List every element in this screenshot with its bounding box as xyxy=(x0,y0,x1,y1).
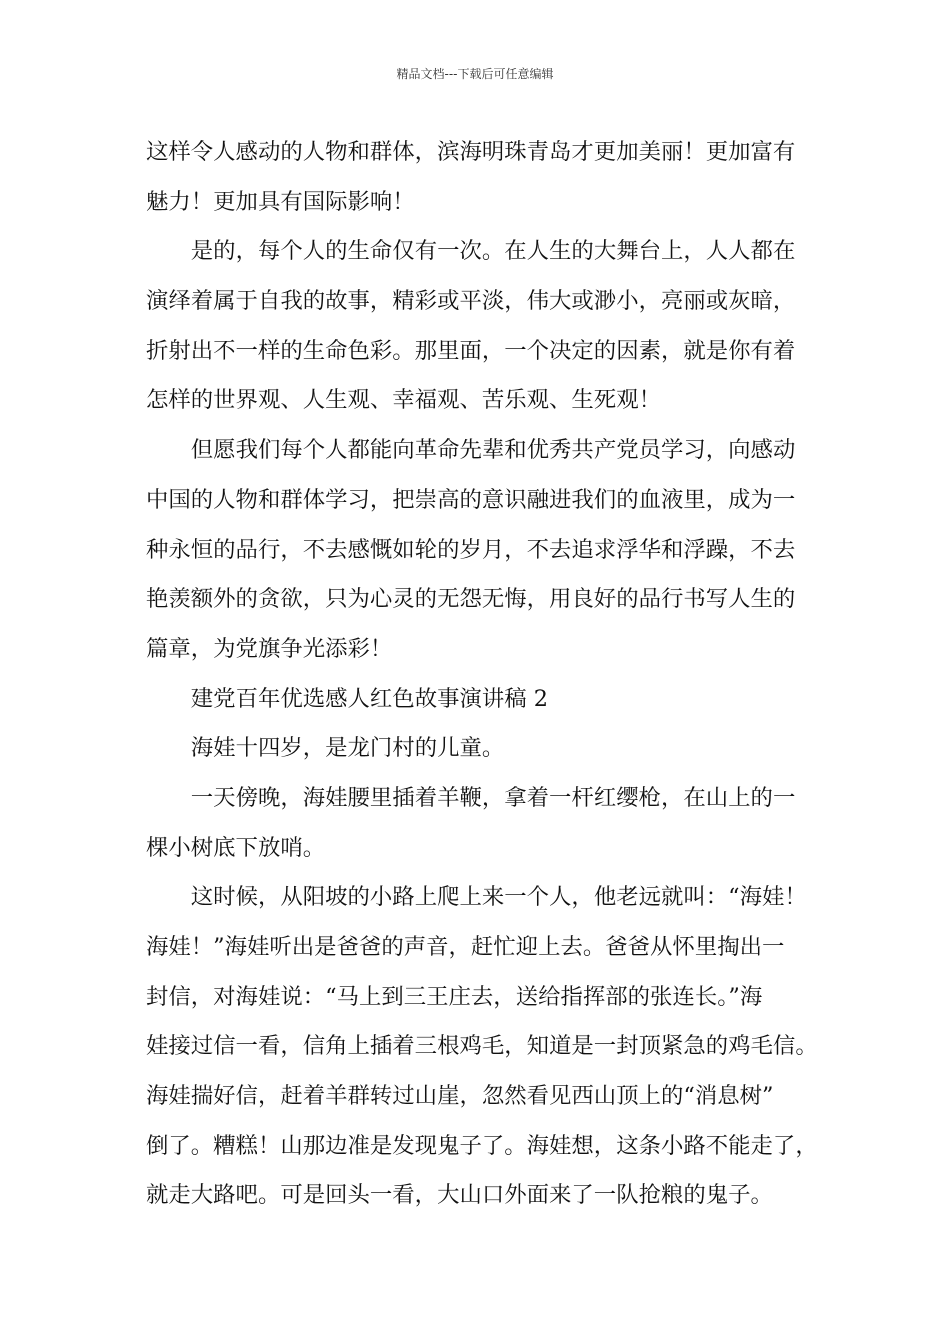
paragraph-start-line: 海娃十四岁，是龙门村的儿童。 xyxy=(190,735,505,762)
text-line: 艳羡额外的贪欲，只为心灵的无怨无悔，用良好的品行书写人生的 xyxy=(146,586,796,613)
text-line: 就走大路吧。可是回头一看，大山口外面来了一队抢粮的鬼子。 xyxy=(146,1182,773,1209)
paragraph-start-line: 一天傍晚，海娃腰里插着羊鞭，拿着一杆红缨枪，在山上的一 xyxy=(190,784,796,811)
text-line: 这样令人感动的人物和群体，滨海明珠青岛才更加美丽！更加富有 xyxy=(146,139,796,165)
text-line: 封信，对海娃说：“马上到三王庄去，送给指挥部的张连长。”海 xyxy=(146,983,763,1010)
text-line: 中国的人物和群体学习，把崇高的意识融进我们的血液里，成为一 xyxy=(146,486,796,513)
text-line: 倒了。糟糕！山那边准是发现鬼子了。海娃想，这条小路不能走了， xyxy=(146,1132,818,1159)
text-line: 棵小树底下放哨。 xyxy=(146,834,326,861)
text-line: 海娃揣好信，赶着羊群转过山崖，忽然看见西山顶上的“消息树” xyxy=(146,1083,774,1110)
paragraph-start-line: 但愿我们每个人都能向革命先辈和优秀共产党员学习，向感动 xyxy=(190,437,796,464)
text-line: 魅力！更加具有国际影响！ xyxy=(146,188,415,215)
document-body xyxy=(146,130,836,1223)
text-line: 种永恒的品行，不去感慨如轮的岁月，不去追求浮华和浮躁，不去 xyxy=(146,536,796,563)
text-line: 怎样的世界观、人生观、幸福观、苦乐观、生死观！ xyxy=(146,387,661,414)
text-line: 海娃！”海娃听出是爸爸的声音，赶忙迎上去。爸爸从怀里掏出一 xyxy=(146,934,785,960)
text-line: 演绎着属于自我的故事，精彩或平淡，伟大或渺小，亮丽或灰暗， xyxy=(146,288,796,315)
section-title: 建党百年优选感人红色故事演讲稿 2 xyxy=(190,685,549,712)
paragraph-start-line: 这时候，从阳坡的小路上爬上来一个人，他老远就叫：“海娃！ xyxy=(190,884,807,911)
text-line: 娃接过信一看，信角上插着三根鸡毛，知道是一封顶紧急的鸡毛信。 xyxy=(146,1033,818,1060)
text-line: 篇章，为党旗争光添彩！ xyxy=(146,635,393,662)
page-header: 精品文档---下载后可任意编辑 xyxy=(396,67,554,81)
text-line: 折射出不一样的生命色彩。那里面，一个决定的因素，就是你有着 xyxy=(146,337,796,364)
paragraph-start-line: 是的，每个人的生命仅有一次。在人生的大舞台上，人人都在 xyxy=(190,238,796,265)
